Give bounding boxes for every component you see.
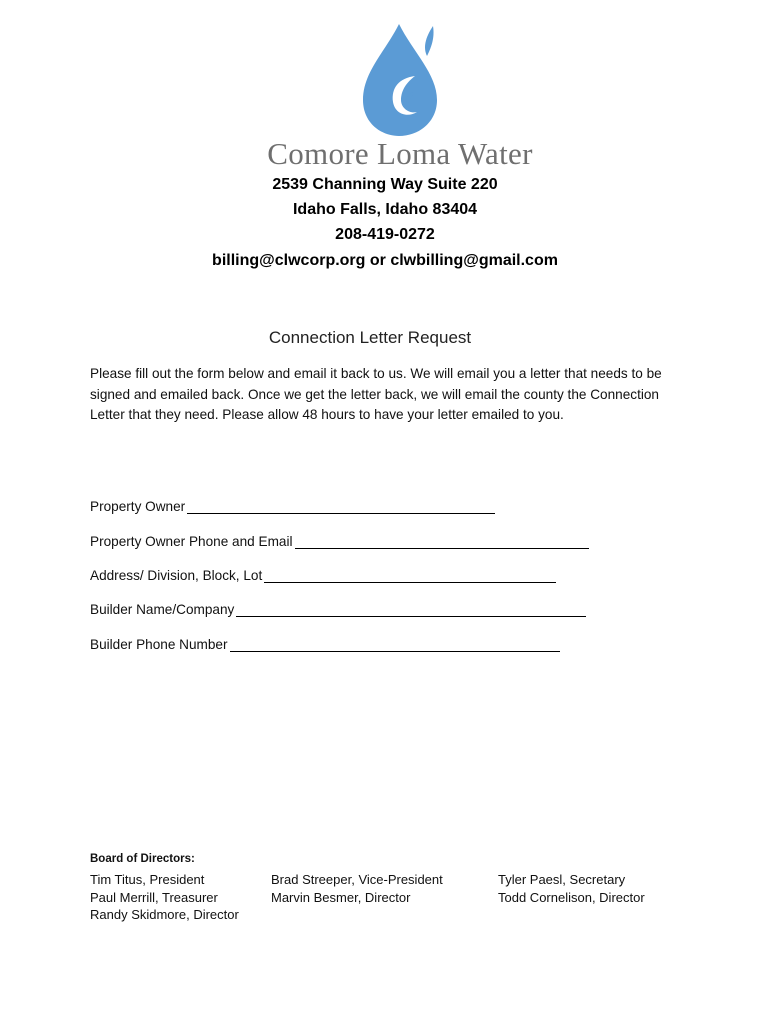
board-title: Board of Directors: bbox=[90, 853, 195, 865]
board-column-1 bbox=[90, 871, 239, 924]
board-member: Tim Titus, President bbox=[90, 872, 205, 887]
company-name: Comore Loma Water bbox=[267, 136, 533, 171]
builder-phone-label: Builder Phone Number bbox=[90, 637, 228, 652]
builder-phone-input[interactable] bbox=[230, 637, 560, 652]
owner-contact-label: Property Owner Phone and Email bbox=[90, 534, 293, 549]
owner-contact-input[interactable] bbox=[295, 534, 589, 549]
email-addresses: billing@clwcorp.org or clwbilling@gmail.com bbox=[212, 252, 558, 269]
owner-contact-field bbox=[90, 529, 589, 549]
builder-name-field bbox=[90, 597, 586, 617]
board-member: Randy Skidmore, Director bbox=[90, 907, 239, 922]
form-title: Connection Letter Request bbox=[268, 328, 472, 347]
builder-phone-field bbox=[90, 632, 560, 652]
board-column-3 bbox=[498, 871, 645, 906]
address-street: 2539 Channing Way Suite 220 bbox=[272, 176, 498, 193]
property-owner-input[interactable] bbox=[187, 499, 495, 514]
board-member: Tyler Paesl, Secretary bbox=[498, 872, 626, 887]
board-member: Paul Merrill, Treasurer bbox=[90, 889, 218, 905]
board-member: Todd Cornelison, Director bbox=[498, 889, 645, 905]
water-drop-icon bbox=[355, 22, 441, 140]
board-member: Brad Streeper, Vice-President bbox=[271, 872, 443, 887]
property-owner-label: Property Owner bbox=[90, 499, 186, 514]
phone-number: 208-419-0272 bbox=[335, 226, 435, 243]
address-lot-label: Address/ Division, Block, Lot bbox=[90, 568, 263, 583]
builder-name-label: Builder Name/Company bbox=[90, 602, 235, 617]
address-lot-input[interactable] bbox=[264, 568, 556, 583]
board-column-2 bbox=[271, 871, 443, 906]
builder-name-input[interactable] bbox=[236, 602, 586, 617]
address-city: Idaho Falls, Idaho 83404 bbox=[292, 201, 478, 218]
address-lot-field bbox=[90, 563, 556, 583]
intro-paragraph: Please fill out the form below and email it back to us. We will email you a letter that needs to be signed and emailed back. Once we get the letter back, we will email the county the Connection Letter that they need. Please allow 48 hours to have your letter emailed to you. bbox=[90, 366, 662, 423]
property-owner-field bbox=[90, 494, 495, 514]
board-member: Marvin Besmer, Director bbox=[271, 889, 411, 905]
